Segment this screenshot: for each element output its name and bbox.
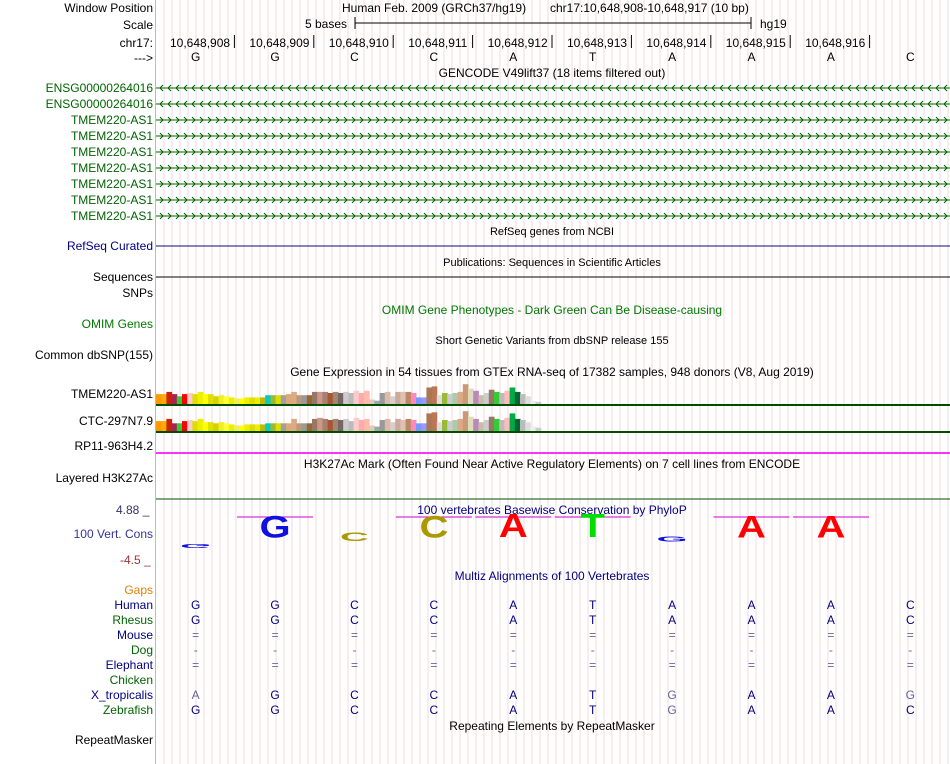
multiz-base: = [271,628,279,642]
gtex-tissue-bar[interactable] [166,392,172,404]
gtex-tissue-bar[interactable] [432,412,438,431]
multiz-base: C [350,703,359,717]
sequences-label[interactable]: Sequences [92,270,153,284]
gtex-row-label[interactable]: RP11-963H4.2 [74,439,153,453]
gtex-tissue-bar[interactable] [198,419,204,431]
gtex-tissue-bar[interactable] [380,420,386,431]
gtex-tissue-bar[interactable] [458,392,464,404]
gtex-row-label[interactable]: TMEM220-AS1 [70,387,153,401]
gencode-transcript-label[interactable]: TMEM220-AS1 [70,193,153,207]
multiz-base: - [670,643,675,657]
gtex-tissue-bar[interactable] [244,397,250,404]
gtex-tissue-bar[interactable] [452,420,458,431]
multiz-base: = [192,658,200,672]
gtex-tissue-bar[interactable] [473,419,479,431]
gencode-transcript-label[interactable]: ENSG00000264016 [45,97,153,111]
multiz-base: = [668,658,676,672]
multiz-base: A [826,598,835,612]
multiz-species-label[interactable]: Dog [130,643,153,657]
scale-bases: 5 bases [305,17,348,31]
gtex-tissue-bar[interactable] [369,426,375,432]
multiz-base: C [350,613,359,627]
multiz-base: = [589,658,597,672]
gtex-tissue-bar[interactable] [499,393,505,404]
phylop-base-logo: A [737,509,766,545]
multiz-base: A [826,703,835,717]
gtex-tissue-bar[interactable] [494,419,500,431]
gtex-tissue-bar[interactable] [296,423,302,431]
multiz-base: A [747,688,756,702]
multiz-base: = [350,658,359,672]
window-position-label: Window Position [64,1,153,15]
gencode-transcript-label[interactable]: ENSG00000264016 [45,81,153,95]
gtex-tissue-bar[interactable] [229,397,235,404]
gtex-tissue-bar[interactable] [239,426,245,432]
gtex-tissue-bar[interactable] [468,389,474,404]
multiz-base: C [429,703,439,717]
gtex-tissue-bar[interactable] [234,426,240,432]
multiz-base: G [270,688,280,702]
gtex-tissue-bar[interactable] [343,419,349,431]
phylop-base-logo: G [656,535,688,544]
multiz-base: A [826,688,835,702]
phylop-title[interactable]: 100 vertebrates Basewise Conservation by PhyloP [417,503,687,517]
gtex-tissue-bar[interactable] [348,393,354,404]
gtex-tissue-bar[interactable] [286,423,292,431]
gencode-transcript-label[interactable]: TMEM220-AS1 [70,209,153,223]
gtex-tissue-bar[interactable] [515,419,521,431]
gtex-tissue-bar[interactable] [390,396,396,404]
gtex-tissue-bar[interactable] [239,399,245,405]
window-position: chr17:10,648,908-10,648,917 (10 bp) [550,1,749,15]
gtex-tissue-bar[interactable] [270,423,276,431]
coordinate-label: 10,648,909 [249,36,310,50]
reference-base: C [429,50,439,64]
reference-base: A [826,50,835,64]
gtex-tissue-bar[interactable] [504,418,510,431]
gtex-tissue-bar[interactable] [380,393,386,404]
gencode-transcript-label[interactable]: TMEM220-AS1 [70,177,153,191]
multiz-base: = [668,628,676,642]
gtex-tissue-bar[interactable] [437,395,443,404]
gtex-tissue-bar[interactable] [333,392,339,404]
gtex-tissue-bar[interactable] [338,420,344,431]
multiz-base: A [747,598,756,612]
strand-label: ---> [134,51,153,65]
gaps-label[interactable]: Gaps [124,583,153,597]
coordinate-label: 10,648,915 [725,36,786,50]
gtex-tissue-bar[interactable] [270,395,276,404]
gtex-tissue-bar[interactable] [317,392,323,404]
reference-base: G [270,50,280,64]
gtex-tissue-bar[interactable] [411,393,417,404]
coordinate-label: 10,648,912 [487,36,548,50]
gtex-tissue-bar[interactable] [406,392,412,404]
gtex-tissue-bar[interactable] [208,394,214,404]
gtex-tissue-bar[interactable] [218,422,224,431]
gtex-tissue-bar[interactable] [307,423,313,431]
phylop-base-logo: G [180,542,212,549]
gtex-tissue-bar[interactable] [213,423,219,431]
h3k27ac-label[interactable]: Layered H3K27Ac [55,471,153,485]
reference-base: T [589,50,597,64]
gtex-tissue-bar[interactable] [166,419,172,431]
gtex-tissue-bar[interactable] [458,419,464,431]
phylop-base-logo: C [419,509,449,545]
gtex-tissue-bar[interactable] [385,392,391,404]
gtex-tissue-bar[interactable] [281,395,287,404]
gtex-tissue-bar[interactable] [177,396,183,404]
gtex-tissue-bar[interactable] [510,413,516,431]
gtex-tissue-bar[interactable] [473,391,479,404]
omim-label[interactable]: OMIM Genes [81,317,153,331]
gtex-tissue-bar[interactable] [229,424,235,431]
multiz-base: A [747,703,756,717]
multiz-base: G [191,703,201,717]
gtex-tissue-bar[interactable] [260,397,266,404]
gtex-tissue-bar[interactable] [322,419,328,431]
gtex-tissue-bar[interactable] [328,393,334,404]
gencode-transcript-label[interactable]: TMEM220-AS1 [70,161,153,175]
gtex-tissue-bar[interactable] [421,397,427,404]
gtex-tissue-bar[interactable] [442,393,448,404]
gtex-tissue-bar[interactable] [463,411,469,431]
gtex-tissue-bar[interactable] [369,400,375,404]
gtex-tissue-bar[interactable] [192,421,198,431]
gtex-tissue-bar[interactable] [281,423,287,431]
multiz-base: = [509,628,517,642]
dbsnp-title[interactable]: Short Genetic Variants from dbSNP release 155 [435,335,669,347]
multiz-title[interactable]: Multiz Alignments of 100 Vertebrates [454,569,650,583]
assembly-name: Human Feb. 2009 (GRCh37/hg19) [342,1,527,15]
multiz-base: A [668,613,677,627]
gtex-tissue-bar[interactable] [359,393,365,404]
dbsnp-label[interactable]: Common dbSNP(155) [34,348,153,362]
gtex-tissue-bar[interactable] [484,393,490,404]
gtex-tissue-bar[interactable] [198,392,204,404]
gtex-tissue-bar[interactable] [265,395,271,404]
gencode-transcript-label[interactable]: TMEM220-AS1 [70,113,153,127]
gtex-tissue-bar[interactable] [494,392,500,404]
gtex-tissue-bar[interactable] [156,394,162,404]
multiz-base: A [509,703,518,717]
multiz-base: G [905,688,915,702]
gtex-tissue-bar[interactable] [395,419,401,431]
gtex-tissue-bar[interactable] [406,419,412,431]
multiz-base: C [905,613,915,627]
gtex-tissue-bar[interactable] [260,424,266,431]
multiz-base: - [908,643,913,657]
multiz-base: T [589,598,597,612]
multiz-base: C [429,688,439,702]
reference-base: A [747,50,756,64]
refseq-label[interactable]: RefSeq Curated [66,239,153,253]
gtex-tissue-bar[interactable] [224,396,230,404]
reference-base: C [905,50,915,64]
gtex-tissue-bar[interactable] [338,393,344,404]
gtex-tissue-bar[interactable] [203,422,209,431]
refseq-title[interactable]: RefSeq genes from NCBI [489,226,615,238]
snps-label[interactable]: SNPs [122,286,153,300]
multiz-base: - [193,643,198,657]
gencode-title[interactable]: GENCODE V49lift37 (18 items filtered out) [438,66,666,80]
gtex-tissue-bar[interactable] [203,394,209,404]
gtex-tissue-bar[interactable] [400,420,406,431]
gtex-tissue-bar[interactable] [504,391,510,404]
gtex-tissue-bar[interactable] [395,392,401,404]
multiz-species-label[interactable]: Rhesus [112,613,153,627]
gtex-tissue-bar[interactable] [213,396,219,404]
gtex-tissue-bar[interactable] [530,401,536,404]
gtex-tissue-bar[interactable] [307,395,313,404]
gtex-tissue-bar[interactable] [354,391,360,404]
phylop-label[interactable]: 100 Vert. Cons [73,527,153,541]
coordinate-label: 10,648,914 [646,36,707,50]
scale-label: Scale [122,18,153,32]
reference-base: A [668,50,677,64]
multiz-base: - [352,643,357,657]
phylop-base-logo: C [340,530,369,544]
gtex-tissue-bar[interactable] [364,391,370,404]
gtex-tissue-bar[interactable] [515,392,521,404]
multiz-base: C [429,613,439,627]
multiz-species-label[interactable]: Elephant [105,658,153,672]
gtex-tissue-bar[interactable] [343,392,349,404]
multiz-base: G [191,613,201,627]
multiz-base: G [667,688,677,702]
gtex-tissue-bar[interactable] [510,388,516,405]
coordinate-label: 10,648,910 [328,36,389,50]
multiz-base: - [273,643,278,657]
multiz-base: T [589,613,597,627]
gtex-tissue-bar[interactable] [286,394,292,404]
phylop-base-logo: A [498,508,528,545]
multiz-base: G [270,613,280,627]
multiz-base: - [511,643,516,657]
gtex-tissue-bar[interactable] [322,392,328,404]
multiz-base: = [747,628,756,642]
gtex-tissue-bar[interactable] [156,421,162,431]
multiz-base: G [270,703,280,717]
gtex-tissue-bar[interactable] [359,420,365,431]
coordinate-label: 10,648,916 [805,36,866,50]
gtex-tissue-bar[interactable] [161,421,167,431]
multiz-base: = [192,628,200,642]
gtex-tissue-bar[interactable] [354,418,360,431]
gtex-tissue-bar[interactable] [172,423,178,431]
gtex-tissue-bar[interactable] [328,420,334,431]
gtex-tissue-bar[interactable] [499,420,505,431]
gtex-tissue-bar[interactable] [302,395,308,404]
multiz-base: T [589,688,597,702]
reference-base: C [350,50,359,64]
gtex-tissue-bar[interactable] [530,427,536,431]
multiz-base: - [828,643,833,657]
multiz-base: C [350,688,359,702]
gtex-tissue-bar[interactable] [250,424,256,431]
gtex-tissue-bar[interactable] [452,393,458,404]
gtex-tissue-bar[interactable] [312,419,318,431]
gtex-tissue-bar[interactable] [364,419,370,431]
gtex-tissue-bar[interactable] [291,419,297,431]
multiz-base: - [590,643,595,657]
multiz-base: G [270,598,280,612]
gtex-tissue-bar[interactable] [432,386,438,404]
multiz-base: = [350,628,359,642]
phylop-base-logo: G [259,509,291,545]
gtex-tissue-bar[interactable] [525,396,531,404]
multiz-base: A [747,613,756,627]
scale-db: hg19 [760,17,787,31]
repeatmasker-title[interactable]: Repeating Elements by RepeatMasker [449,719,655,733]
multiz-base: = [827,628,835,642]
publications-title[interactable]: Publications: Sequences in Scientific Articles [443,257,661,269]
gtex-tissue-bar[interactable] [489,390,495,404]
multiz-base: = [589,628,597,642]
gtex-tissue-bar[interactable] [224,423,230,431]
gtex-tissue-bar[interactable] [463,384,469,404]
multiz-species-label[interactable]: X_tropicalis [90,688,153,702]
gtex-tissue-bar[interactable] [255,424,261,431]
multiz-base: A [668,598,677,612]
gtex-tissue-bar[interactable] [520,394,526,404]
multiz-species-label[interactable]: Human [114,598,153,612]
gtex-tissue-bar[interactable] [302,423,308,431]
gtex-tissue-bar[interactable] [244,424,250,431]
gtex-tissue-bar[interactable] [317,418,323,431]
phylop-base-logo: T [580,508,605,545]
multiz-species-label[interactable]: Chicken [109,673,153,687]
multiz-base: C [905,598,915,612]
multiz-base: A [509,598,518,612]
h3k27ac-title[interactable]: H3K27Ac Mark (Often Found Near Active Regulatory Elements) on 7 cell lines from ENCODE [303,457,801,471]
gtex-tissue-bar[interactable] [411,420,417,431]
omim-title[interactable]: OMIM Gene Phenotypes - Dark Green Can Be Disease-causing [381,303,723,317]
gtex-tissue-bar[interactable] [187,393,193,404]
gtex-tissue-bar[interactable] [208,422,214,431]
gtex-tissue-bar[interactable] [161,394,167,404]
reference-base: G [191,50,201,64]
label-separator [155,0,156,764]
gtex-tissue-bar[interactable] [525,422,531,431]
gtex-tissue-bar[interactable] [296,395,302,404]
phylop-min: -4.5 _ [120,553,151,567]
gtex-tissue-bar[interactable] [437,422,443,431]
gtex-tissue-bar[interactable] [348,421,354,431]
gtex-tissue-bar[interactable] [520,420,526,431]
gtex-tissue-bar[interactable] [390,422,396,431]
gtex-tissue-bar[interactable] [416,423,422,431]
multiz-base: = [747,658,756,672]
multiz-species-label[interactable]: Zebrafish [102,703,153,717]
gtex-tissue-bar[interactable] [426,388,432,405]
multiz-base: G [667,703,677,717]
gtex-tissue-bar[interactable] [333,419,339,431]
coordinate-label: 10,648,911 [408,36,468,50]
multiz-base: = [906,658,914,672]
multiz-base: C [350,598,359,612]
coordinate-label: 10,648,913 [567,36,628,50]
multiz-base: = [430,658,438,672]
multiz-base: - [431,643,436,657]
gtex-tissue-bar[interactable] [182,394,188,404]
gtex-tissue-bar[interactable] [187,420,193,431]
multiz-base: A [826,613,835,627]
gtex-tissue-bar[interactable] [442,420,448,431]
gtex-tissue-bar[interactable] [374,427,380,431]
gtex-tissue-bar[interactable] [182,421,188,431]
multiz-base: = [827,658,835,672]
gtex-tissue-bar[interactable] [536,402,542,404]
gtex-tissue-bar[interactable] [478,422,484,431]
gtex-tissue-bar[interactable] [489,417,495,431]
gtex-tissue-bar[interactable] [250,397,256,404]
gtex-tissue-bar[interactable] [478,395,484,404]
multiz-base: G [191,598,201,612]
multiz-base: A [509,688,518,702]
gtex-tissue-bar[interactable] [447,394,453,404]
chrom-label: chr17: [119,36,153,50]
multiz-base: A [191,688,200,702]
gtex-tissue-bar[interactable] [192,394,198,404]
coordinate-label: 10,648,908 [170,36,231,50]
gtex-tissue-bar[interactable] [234,399,240,405]
multiz-species-label[interactable]: Mouse [116,628,153,642]
gtex-tissue-bar[interactable] [421,423,427,431]
gtex-tissue-bar[interactable] [385,419,391,431]
gtex-tissue-bar[interactable] [312,392,318,404]
gtex-tissue-bar[interactable] [172,394,178,404]
repeatmasker-label[interactable]: RepeatMasker [74,733,153,747]
multiz-base: = [906,628,914,642]
gtex-tissue-bar[interactable] [400,392,406,404]
gtex-tissue-bar[interactable] [276,423,282,431]
multiz-base: - [749,643,754,657]
phylop-base-logo: A [816,509,846,545]
gtex-tissue-bar[interactable] [536,428,542,431]
reference-base: A [509,50,518,64]
gtex-tissue-bar[interactable] [276,395,282,404]
gtex-tissue-bar[interactable] [291,392,297,404]
gtex-tissue-bar[interactable] [416,397,422,404]
gtex-tissue-bar[interactable] [484,420,490,431]
multiz-base: = [271,658,279,672]
gtex-title[interactable]: Gene Expression in 54 tissues from GTEx RNA-seq of 17382 samples, 948 donors (V8, Aug 2019) [290,365,814,379]
multiz-base: C [429,598,439,612]
gtex-tissue-bar[interactable] [218,395,224,404]
multiz-base: C [905,703,915,717]
gencode-transcript-label[interactable]: TMEM220-AS1 [70,145,153,159]
gtex-tissue-bar[interactable] [447,421,453,431]
multiz-base: = [509,658,517,672]
multiz-base: A [509,613,518,627]
gtex-tissue-bar[interactable] [255,397,261,404]
gtex-tissue-bar[interactable] [374,401,380,404]
gtex-tissue-bar[interactable] [177,423,183,431]
multiz-base: T [589,703,597,717]
phylop-max: 4.88 _ [116,503,150,517]
gtex-tissue-bar[interactable] [426,413,432,431]
gtex-row-label[interactable]: CTC-297N7.9 [78,414,153,428]
gtex-tissue-bar[interactable] [468,417,474,431]
gtex-tissue-bar[interactable] [265,423,271,431]
gencode-transcript-label[interactable]: TMEM220-AS1 [70,129,153,143]
multiz-base: = [430,628,438,642]
